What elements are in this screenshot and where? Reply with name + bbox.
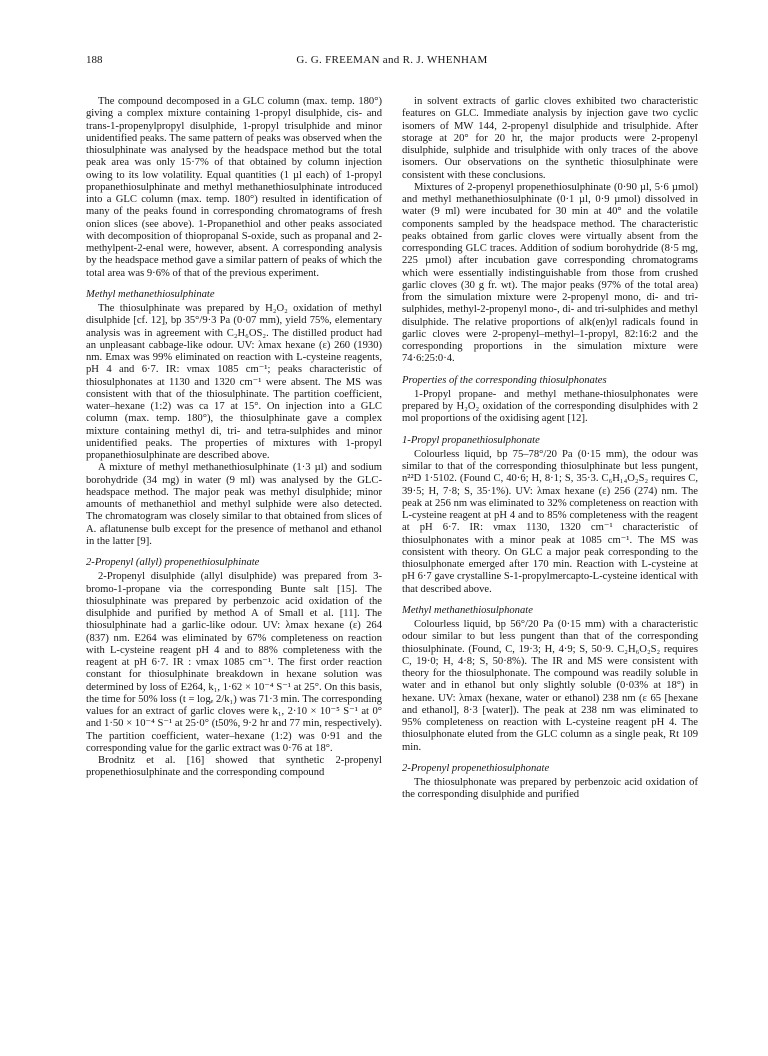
- paragraph: Brodnitz et al. [16] showed that synthetic 2-propenyl propenethiosulphinate and the corresponding compound: [86, 755, 382, 779]
- right-column: [402, 96, 698, 802]
- page-number: 188: [86, 54, 103, 66]
- paragraph: The thiosulphonate was prepared by perbenzoic acid oxidation of the corresponding disulphide and purified: [402, 777, 698, 801]
- paragraph: in solvent extracts of garlic cloves exhibited two characteristic features on GLC. Immediate analysis by injection gave two cyclic isomers of MW 144, 2-propenyl disulphide and trisulphide. After storage at 20° for 20 hr, the major products were 2-propenyl disulphide, sulphide and trisulphide with only traces of the above isomers. Our observations on the synthetic thiosulphinate were consistent with these conclusions.: [402, 96, 698, 181]
- section-heading: Methyl methanethiosulphonate: [402, 604, 533, 616]
- paragraph: Colourless liquid, bp 56°/20 Pa (0·15 mm) with a characteristic odour similar to but less pungent than that of the corresponding thiosulphinate. (Found, C, 19·3; H, 4·9; S, 50·9. C₂H₆O₂S₂ requires C, 19·0; H, 4·8; S, 50·8%). The IR and MS were consistent with theory for the thiosulphonate. The compound was readily soluble in water and in ethanol but only slightly soluble (0·03% at 18°) in hexane. UV: λmax (hexane, water or ethanol) 238 nm (ε 65 [hexane and ethanol], 8·3 [water]). The peak at 238 nm was eliminated to 95% completeness on reaction with L-cysteine reagent pH 4. The thiosulphonate eluted from the GLC column as a single peak, Rt 109 min.: [402, 619, 698, 753]
- running-header: [86, 52, 698, 68]
- running-title: G. G. FREEMAN and R. J. WHENHAM: [296, 54, 488, 66]
- paragraph: A mixture of methyl methanethiosulphinate (1·3 µl) and sodium borohydride (34 mg) in water (9 ml) was analysed by the GLC-headspace method. The major peak was methyl disulphide; minor amounts of methanethiol and methyl sulphide were also detected. The chromatogram was closely similar to that obtained from slices of A. aflatunense bulb except for the presence of methanol and ethanol in the latter [9].: [86, 462, 382, 547]
- paragraph: 1-Propyl propane- and methyl methane-thiosulphonates were prepared by H₂O₂ oxidation of the corresponding disulphides with 2 mol proportions of the oxidising agent [12].: [402, 388, 698, 425]
- paragraph: The thiosulphinate was prepared by H₂O₂ oxidation of methyl disulphide [cf. 12], bp 35°/9·3 Pa (0·07 mm), yield 75%, elementary analysis was in agreement with C₂H₆OS₂. The distilled product had an unpleasant cabbage-like odour. UV: λmax hexane (ε) 260 (1930) nm. Emax was 99% eliminated on reaction with L-cysteine reagents, pH 4 and 6·7. IR: νmax 1085 cm⁻¹; peaks characteristic of thiosulphonates at 1130 and 1320 cm⁻¹ were absent. The MS was consistent with that of the thiosulphinate. The partition coefficient, water–hexane (1:2) was ca 17 at 15°. On injection into a GLC column (max. temp. 180°), the thiosulphinate gave a complex mixture containing methyl di, tri- and tetra-sulphides and minor unidentified peaks. The properties of mixtures with 1-propyl propanethiosulphinate are described above.: [86, 303, 382, 461]
- paragraph: The compound decomposed in a GLC column (max. temp. 180°) giving a complex mixture containing 1-propyl disulphide, cis- and trans-1-propenylpropyl disulphide, 1-propyl trisulphide and minor unidentified peaks. The same pattern of peaks was observed when the thiosulphinate was analysed by the headspace method but the total peak area was only 15·7% of that obtained by column injection owing to its low volatility. Equal quantities (1 µl each) of 1-propyl propanethiosulphinate and methyl methanethiosulphinate introduced into a GLC column (max. temp. 180°) resulted in identification of many of the peaks found in corresponding chromatograms of fresh onion slices (see above). 1-Propanethiol and other peaks associated with decomposition of thiopropanal S-oxide, such as propanal and 2-methylpent-2-enal were, however, absent. A corresponding analysis by the headspace method gave a similar pattern of peaks of which the total area was 9·6% of that of the previous experiment.: [86, 96, 382, 279]
- section-heading: 1-Propyl propanethiosulphonate: [402, 434, 540, 446]
- left-column: [86, 96, 382, 780]
- section-heading: Methyl methanethiosulphinate: [86, 288, 215, 300]
- paragraph: Colourless liquid, bp 75–78°/20 Pa (0·15 mm), the odour was similar to that of the corresponding thiosulphinate but less pungent, n²²D 1·5102. (Found C, 40·6; H, 8·1; S, 35·3. C₆H₁₄O₂S₂ requires C, 39·5; H, 7·8; S, 35·1%). UV: λmax hexane (ε) 256 (274) nm. The peak at 256 nm was eliminated to 32% completeness on reaction with L-cysteine reagent at pH 4 and to 85% completeness with the reagent at pH 6·7. IR: νmax 1130, 1320 cm⁻¹ characteristic of thiosulphonates with a minor peak at 1085 cm⁻¹. The MS was consistent with theory. On GLC a major peak corresponding to the thiosulphonate emerged after 170 min. Reaction with L-cysteine at pH 6·7 gave crystalline S-1-propylmercapto-L-cysteine identical with that described above.: [402, 448, 698, 595]
- section-heading: Properties of the corresponding thiosulphonates: [402, 374, 607, 386]
- section-heading: 2-Propenyl (allyl) propenethiosulphinate: [86, 557, 260, 568]
- paragraph: 2-Propenyl disulphide (allyl disulphide) was prepared from 3-bromo-1-propane via the corresponding Bunte salt [15]. The thiosulphinate was prepared by perbenzoic acid oxidation of the disulphide and purified by method A of Small et al. [11]. The thiosulphinate had a garlic-like odour. UV: λmax hexane (ε) 264 (837) nm. E264 was eliminated by 67% completeness on reaction with L-cysteine reagent pH 4 and to 88% completeness with the reagent at pH 6·7. IR : νmax 1085 cm⁻¹. The first order reaction constant for thiosulphinate breakdown in hexane solution was determined by loss of E264, k₁, 1·62 × 10⁻⁴ S⁻¹ at 25°. On this basis, the time for 50% loss (t = logₑ 2/k₁) was 71·3 min. The corresponding values for an extract of garlic cloves were k₁, 2·10 × 10⁻⁵ S⁻¹ at 0° and 1·50 × 10⁻⁴ S⁻¹ at 25·0° (t50%, 9·2 hr and 77 min, respectively). The partition coefficient, water–hexane (1:2) was 0·91 and the corresponding value for the garlic extract was 0·76 at 18°.: [86, 571, 382, 754]
- paragraph: Mixtures of 2-propenyl propenethiosulphinate (0·90 µl, 5·6 µmol) and methyl methanethiosulphinate (0·1 µl, 0·9 µmol) dissolved in water (9 ml) were incubated for 30 min at 40° and the volatile components sampled by the headspace method. The characteristic peaks obtained from garlic cloves were virtually absent from the corresponding GLC traces. Addition of sodium borohydride (8·5 mg, 225 µmol) after incubation gave corresponding chromatograms which were essentially indistinguishable from those from crushed garlic cloves (30 g fr. wt). The major peaks (97% of the total area) from the simulation mixture were 2-propenyl mono, di- and tri-sulphides, methyl-2-propenyl mono-, di- and tri-sulphides and methyl disulphide. The relative proportions of alk(en)yl radicals found in garlic cloves were 2-propenyl–methyl–1-propyl, 82:16:2 and the corresponding proportions in the simulation mixture were 74·6:25:0·4.: [402, 181, 698, 365]
- section-heading: 2-Propenyl propenethiosulphonate: [402, 762, 550, 774]
